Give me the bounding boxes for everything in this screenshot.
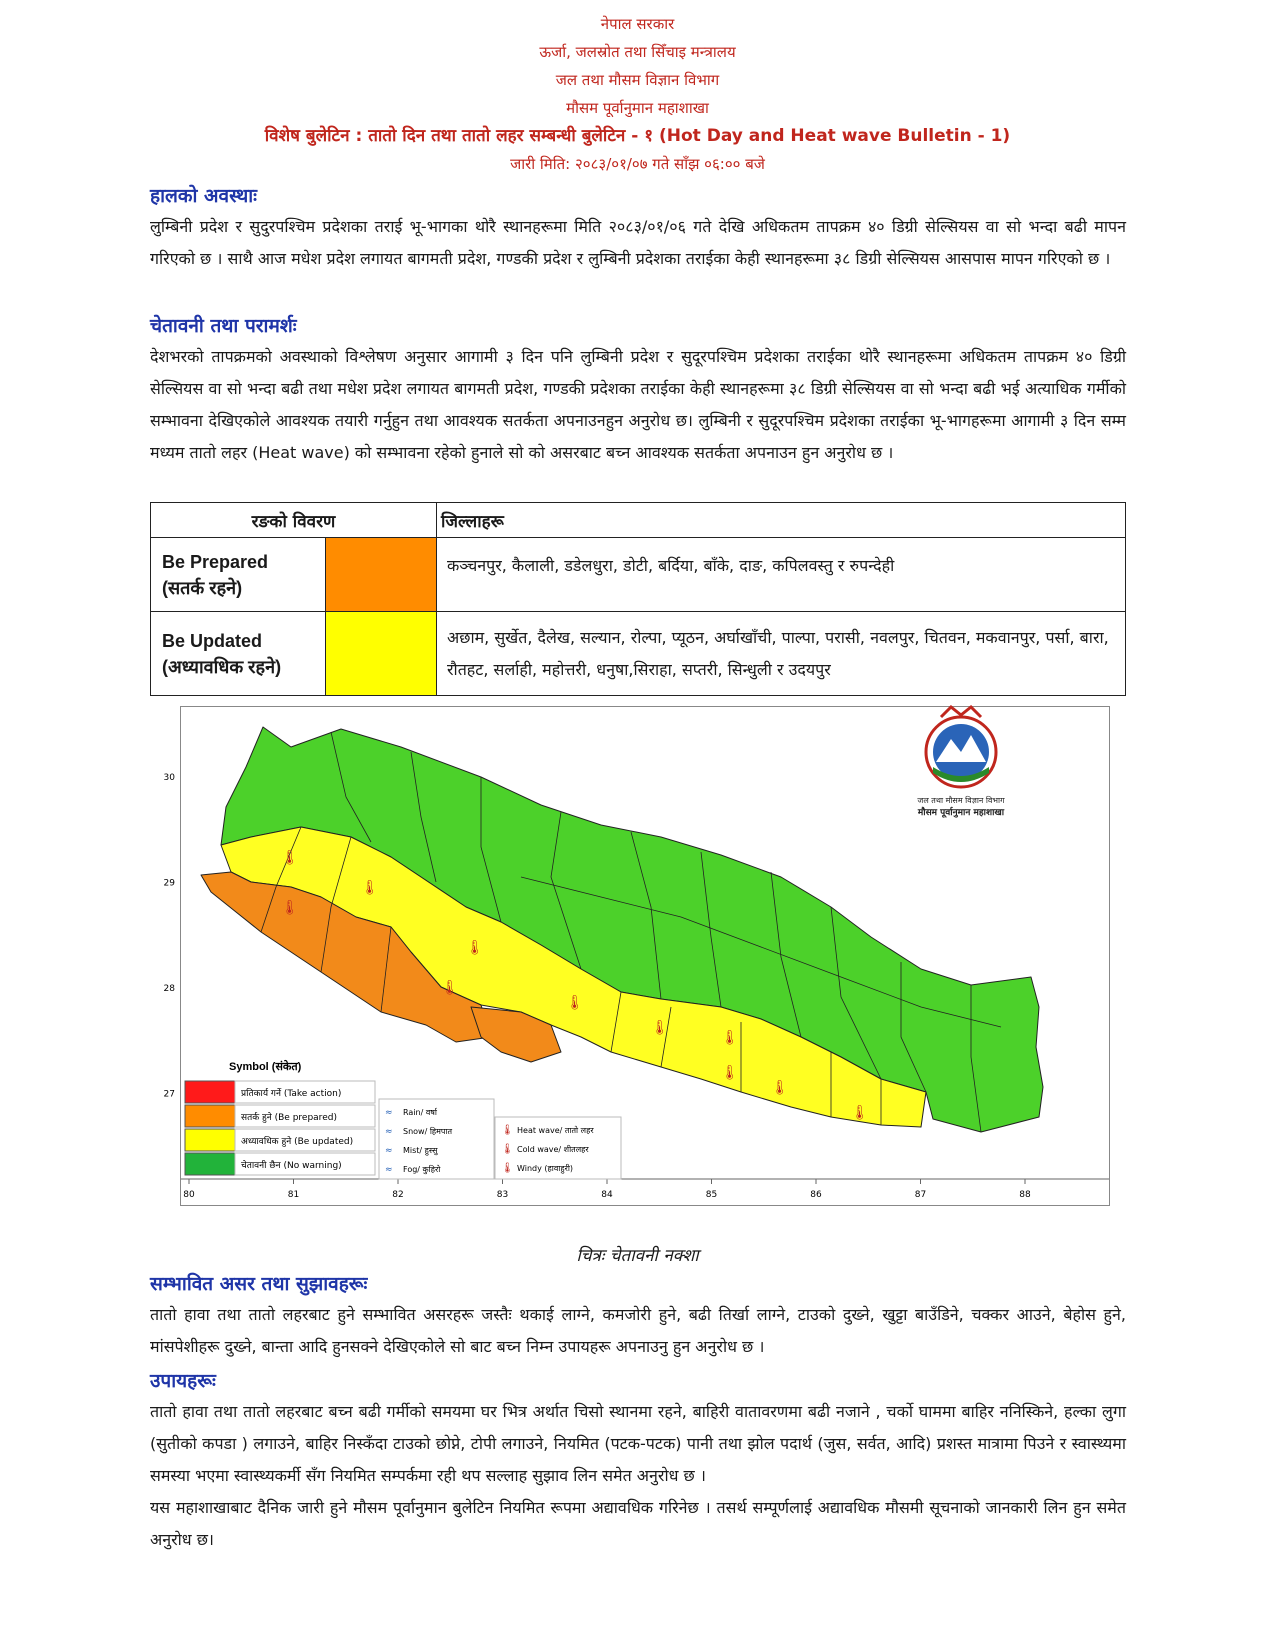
- legend-label: अध्यावधिक हुने (Be updated): [241, 1137, 354, 1147]
- logo-text-line1: जल तथा मौसम विज्ञान विभाग: [917, 796, 1005, 805]
- legend-swatch: [185, 1105, 235, 1127]
- government-name: नेपाल सरकार: [600, 15, 675, 33]
- table-header-color: रङको विवरण: [151, 503, 437, 538]
- measures-text: तातो हावा तथा तातो लहरबाट बच्न बढी गर्मीको समयमा घर भित्र अर्थात चिसो स्थानमा रहने, बाहिरी वातावरणमा बढी नजाने , चर्को घाममा बाहिर ननिस्किने, हल्का लुगा (सुतीको कपडा ) लगाउने, बाहिर निस्कँदा टाउको छोप्ने, टोपी लगाउने, नियमित (पटक-पटक) पानी तथा झोल पदार्थ (जुस, सर्वत, आदि) प्रशस्त मात्रामा पिउने र स्वास्थ्यमा समस्या भएमा स्वास्थ्यकर्मी सँग नियमित सम्पर्कमा रही थप सल्लाह सुझाव लिन समेत अनुरोध छ ।: [150, 1402, 1126, 1485]
- hazard-label: Windy (हावाहुरी): [517, 1164, 574, 1173]
- department-name: जल तथा मौसम विज्ञान विभाग: [555, 71, 720, 89]
- legend-swatch: [185, 1129, 235, 1151]
- hazard-label: Cold wave/ शीतलहर: [517, 1145, 589, 1154]
- impacts-text: तातो हावा तथा तातो लहरबाट हुने सम्भावित असरहरू जस्तैः थकाई लाग्ने, कमजोरी हुने, बढी तिर्खा लाग्ने, टाउको दुख्ने, खुट्टा बाउँडिने, चक्कर आउने, बेहोस हुने, मांसपेशीहरू दुख्ने, बान्ता आदि हुनसक्ने देखिएकोले सो बाट बच्न निम्न उपायहरू अपनाउनु हुन अनुरोध छ ।: [150, 1305, 1126, 1356]
- ministry-name: ऊर्जा, जलस्रोत तथा सिँचाइ मन्त्रालय: [539, 43, 736, 61]
- color-swatch-orange: [326, 538, 437, 612]
- table-row-be-updated: [151, 612, 1126, 696]
- districts-be-updated: अछाम, सुर्खेत, दैलेख, सल्यान, रोल्पा, प्यूठन, अर्घाखाँची, पाल्पा, परासी, नवलपुर, चितवन, मकवानपुर, पर्सा, बारा, रौतहट, सर्लाही, महोत्तरी, धनुषा,सिराहा, सप्तरी, सिन्धुली र उदयपुर: [437, 612, 1126, 696]
- weather-label: Snow/ हिमपात: [403, 1127, 453, 1136]
- hazard-icon: 🌡: [501, 1125, 514, 1136]
- row-label-english: Be Updated: [162, 630, 263, 651]
- y-tick-label: 30: [163, 773, 175, 783]
- bulletin-title: विशेष बुलेटिन : तातो दिन तथा तातो लहर सम्बन्धी बुलेटिन - १ (Hot Day and Heat wave Bulletin - 1): [264, 126, 1011, 146]
- warning-section: [150, 311, 1126, 469]
- current-condition-text: लुम्बिनी प्रदेश र सुदुरपश्चिम प्रदेशका तराई भू-भागका थोरै स्थानहरूमा मिति २०८३/०१/०६ गते देखि अधिकतम तापक्रम ४० डिग्री सेल्सियस वा सो भन्दा बढी मापन गरिएको छ । साथै आज मधेश प्रदेश लगायत बागमती प्रदेश, गण्डकी प्रदेश र लुम्बिनी प्रदेशका तराईका केही स्थानहरूमा ३८ डिग्री सेल्सियस आसपास मापन गरिएको छ ।: [150, 217, 1126, 268]
- warning-title: चेतावनी तथा परामर्शः: [150, 315, 297, 337]
- weather-label: Fog/ कुहिरो: [403, 1165, 441, 1174]
- districts-be-prepared: कञ्चनपुर, कैलाली, डडेलधुरा, डोटी, बर्दिया, बाँके, दाङ, कपिलवस्तु र रुपन्देही: [437, 538, 1126, 612]
- division-name: मौसम पूर्वानुमान महाशाखा: [566, 99, 709, 117]
- heat-wave-icon: 🌡: [851, 1105, 869, 1121]
- row-label-nepali: (अध्यावधिक रहने): [162, 656, 282, 677]
- heat-wave-icon: 🌡: [651, 1020, 669, 1036]
- legend-swatch: [185, 1153, 235, 1175]
- legend-label: सतर्क हुने (Be prepared): [241, 1113, 337, 1123]
- table-row-be-prepared: [151, 538, 1126, 612]
- heat-wave-icon: 🌡: [441, 980, 459, 996]
- dhm-logo: [926, 707, 996, 787]
- warning-map: [163, 706, 1110, 1206]
- x-tick-label: 83: [496, 1190, 509, 1200]
- weather-label: Rain/ वर्षा: [403, 1108, 437, 1117]
- table-header-districts: जिल्लाहरू: [437, 503, 1126, 538]
- x-tick-label: 85: [705, 1190, 718, 1200]
- hazard-icon: 🌡: [501, 1163, 514, 1174]
- issue-date: जारी मिति: २०८३/०१/०७ गते साँझ ०६:०० बजे: [510, 155, 765, 173]
- row-label-english: Be Prepared: [162, 551, 269, 572]
- y-tick-label: 29: [163, 878, 175, 889]
- hazard-label: Heat wave/ तातो लहर: [517, 1126, 594, 1135]
- legend-swatch: [185, 1081, 235, 1103]
- impacts-section: [150, 1269, 1126, 1363]
- color-swatch-yellow: [326, 612, 437, 696]
- x-tick-label: 84: [601, 1190, 613, 1200]
- weather-icon: ≈: [385, 1127, 393, 1137]
- symbol-title: Symbol (संकेत): [229, 1061, 302, 1073]
- heat-wave-icon: 🌡: [721, 1065, 739, 1081]
- x-tick-label: 88: [1019, 1190, 1031, 1200]
- x-tick-label: 82: [392, 1190, 404, 1200]
- weather-icon: ≈: [385, 1165, 393, 1175]
- measures-title: उपायहरूः: [150, 1370, 216, 1392]
- row-label-nepali: (सतर्क रहने): [162, 577, 243, 598]
- heat-wave-icon: 🌡: [281, 900, 299, 916]
- legend-label: प्रतिकार्य गर्ने (Take action): [241, 1089, 342, 1099]
- y-tick-label: 28: [163, 984, 175, 994]
- heat-wave-icon: 🌡: [281, 850, 299, 866]
- weather-icon: ≈: [385, 1108, 393, 1118]
- logo-text-line2: मौसम पूर्वानुमान महाशाखा: [917, 808, 1005, 818]
- warning-text: देशभरको तापक्रमको अवस्थाको विश्लेषण अनुसार आगामी ३ दिन पनि लुम्बिनी प्रदेश र सुदूरपश्चिम प्रदेशका तराईका थोरै स्थानहरूमा अधिकतम तापक्रम ४० डिग्री सेल्सियस वा सो भन्दा बढी तथा मधेश प्रदेश लगायत बागमती प्रदेश, गण्डकी प्रदेशका तराईका केही स्थानहरूमा ३८ डिग्री सेल्सियस वा सो भन्दा बढी भई अत्याधिक गर्मीको सम्भावना देखिएकोले आवश्यक तयारी गर्नुहुन तथा आवश्यक सतर्कता अपनाउनहुन अनुरोध छ। लुम्बिनी र सुदूरपश्चिम प्रदेशका तराईका भू-भागहरूमा आगामी ३ दिन सम्म मध्यम तातो लहर (Heat wave) को सम्भावना रहेको हुनाले सो को असरबाट बच्न आवश्यक सतर्कता अपनाउन हुन अनुरोध छ ।: [150, 347, 1126, 462]
- district-color-table: [150, 502, 1126, 696]
- legend-label: चेतावनी छैन (No warning): [241, 1161, 342, 1171]
- map-caption: चित्रः चेतावनी नक्शा: [576, 1246, 699, 1266]
- impacts-title: सम्भावित असर तथा सुझावहरूः: [150, 1273, 368, 1295]
- current-condition-title: हालको अवस्थाः: [150, 185, 258, 207]
- document-header: [0, 10, 1275, 178]
- x-tick-label: 86: [810, 1190, 822, 1200]
- hazard-icon: 🌡: [501, 1144, 514, 1155]
- heat-wave-icon: 🌡: [466, 940, 484, 956]
- heat-wave-icon: 🌡: [771, 1080, 789, 1096]
- measures-section: [150, 1366, 1126, 1556]
- heat-wave-icon: 🌡: [566, 995, 584, 1011]
- closing-text: यस महाशाखाबाट दैनिक जारी हुने मौसम पूर्वानुमान बुलेटिन नियमित रूपमा अद्यावधिक गरिनेछ । तसर्थ सम्पूर्णलाई अद्यावधिक मौसमी सूचनाको जानकारी लिन हुन समेत अनुरोध छ।: [150, 1498, 1126, 1549]
- heat-wave-icon: 🌡: [721, 1030, 739, 1046]
- nepal-map-svg: [163, 707, 1109, 1205]
- y-tick-label: 27: [163, 1089, 175, 1100]
- weather-icon: ≈: [385, 1146, 393, 1156]
- x-tick-label: 80: [183, 1190, 195, 1200]
- x-tick-label: 81: [287, 1190, 300, 1200]
- current-condition-section: [150, 181, 1126, 275]
- weather-label: Mist/ हुस्सु: [403, 1146, 438, 1155]
- x-tick-label: 87: [914, 1190, 927, 1200]
- heat-wave-icon: 🌡: [361, 880, 379, 896]
